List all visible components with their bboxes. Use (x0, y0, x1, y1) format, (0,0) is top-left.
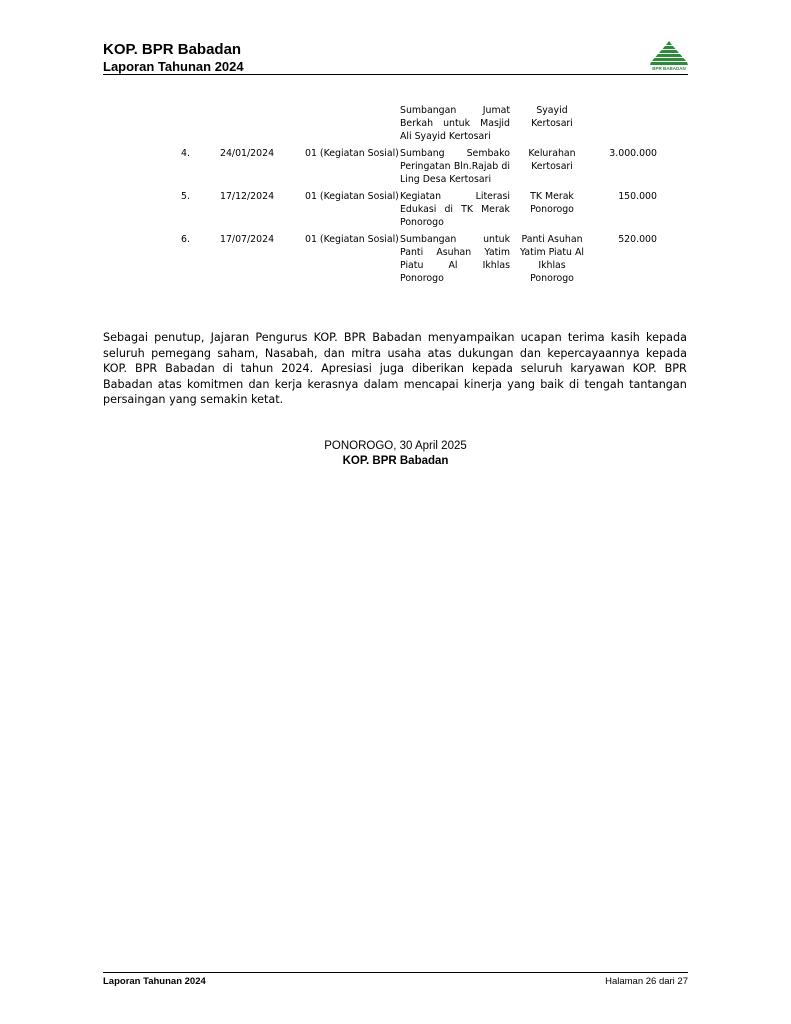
table-cell-amount: 3.000.000 (609, 148, 657, 159)
recipient-line: Ponorogo (530, 273, 574, 285)
pyramid-logo-icon (650, 40, 688, 66)
table-cell-code: 01 (Kegiatan Sosial) (305, 148, 399, 159)
paragraph-line: Sebagai penutup, Jajaran Pengurus KOP. BPR Babadan menyampaikan ucapan terima kasih kepada (103, 331, 687, 344)
desc-line: Ponorogo (400, 217, 444, 229)
bpr-logo (650, 40, 688, 72)
recipient-line: TK Merak (530, 191, 574, 202)
table-cell-recipient (516, 233, 588, 285)
table-cell-description (400, 233, 510, 285)
report-org-title: KOP. BPR Babadan (103, 41, 242, 58)
recipient-line: Yatim Piatu Al (520, 247, 584, 259)
table-cell-number: 5. (181, 191, 190, 202)
table-cell-amount: 150.000 (618, 191, 657, 202)
paragraph-line: Babadan atas komitmen dan kerja kerasnya dalam mencapai kinerja yang baik di tengah tantangan (103, 377, 687, 391)
paragraph-line: persaingan yang semakin ketat. (103, 393, 284, 406)
table-cell-recipient (516, 147, 588, 173)
report-subtitle: Laporan Tahunan 2024 (103, 59, 244, 74)
desc-line: Piatu Al Ikhlas (400, 260, 510, 272)
desc-line: Ponorogo (400, 273, 444, 285)
paragraph-line: KOP. BPR Babadan di tahun 2024. Apresiasi juga diberikan kepada seluruh karyawan KOP. BPR (103, 362, 687, 375)
table-cell-recipient (516, 190, 588, 216)
logo-text: BPR BABADAN (652, 66, 686, 71)
table-cell-description (400, 147, 510, 186)
table-cell-date: 17/12/2024 (220, 191, 275, 202)
signature-organization: KOP. BPR Babadan (342, 455, 449, 467)
table-cell-date: 17/07/2024 (220, 234, 275, 245)
recipient-line: Kertosari (531, 118, 573, 130)
desc-line: Sumbang Sembako (400, 148, 510, 159)
desc-line: Sumbangan untuk (400, 234, 510, 245)
closing-paragraph (103, 330, 687, 408)
desc-line: Peringatan Bln.Rajab di (400, 161, 510, 173)
desc-line: Ali Syayid Kertosari (400, 131, 491, 143)
desc-line: Sumbangan Jumat (400, 105, 510, 116)
desc-line: Edukasi di TK Merak (400, 204, 510, 216)
table-cell-description (400, 104, 510, 143)
recipient-line: Panti Asuhan (521, 234, 583, 245)
desc-line: Ling Desa Kertosari (400, 174, 492, 186)
footer-divider (103, 972, 688, 973)
paragraph-line: seluruh pemegang saham, Nasabah, dan mitra usaha atas dukungan dan kepercayaannya kepada (103, 346, 687, 360)
recipient-line: Ponorogo (530, 204, 574, 216)
recipient-line: Kelurahan (528, 148, 576, 159)
table-cell-description (400, 190, 510, 229)
recipient-line: Kertosari (531, 161, 573, 173)
table-cell-date: 24/01/2024 (220, 148, 275, 159)
footer-report-title: Laporan Tahunan 2024 (103, 976, 206, 987)
table-cell-amount: 520.000 (618, 234, 657, 245)
header-divider (103, 74, 688, 75)
signature-place-date: PONOROGO, 30 April 2025 (324, 440, 467, 452)
table-cell-code: 01 (Kegiatan Sosial) (305, 191, 399, 202)
desc-line: Panti Asuhan Yatim (400, 247, 510, 259)
desc-line: Berkah untuk Masjid (400, 118, 510, 130)
table-cell-number: 6. (181, 234, 190, 245)
page-number: Halaman 26 dari 27 (605, 976, 688, 987)
recipient-line: Ikhlas (538, 260, 566, 272)
desc-line: Kegiatan Literasi (400, 191, 510, 202)
table-cell-recipient (516, 104, 588, 130)
recipient-line: Syayid (536, 105, 568, 116)
table-cell-number: 4. (181, 148, 190, 159)
table-cell-code: 01 (Kegiatan Sosial) (305, 234, 399, 245)
